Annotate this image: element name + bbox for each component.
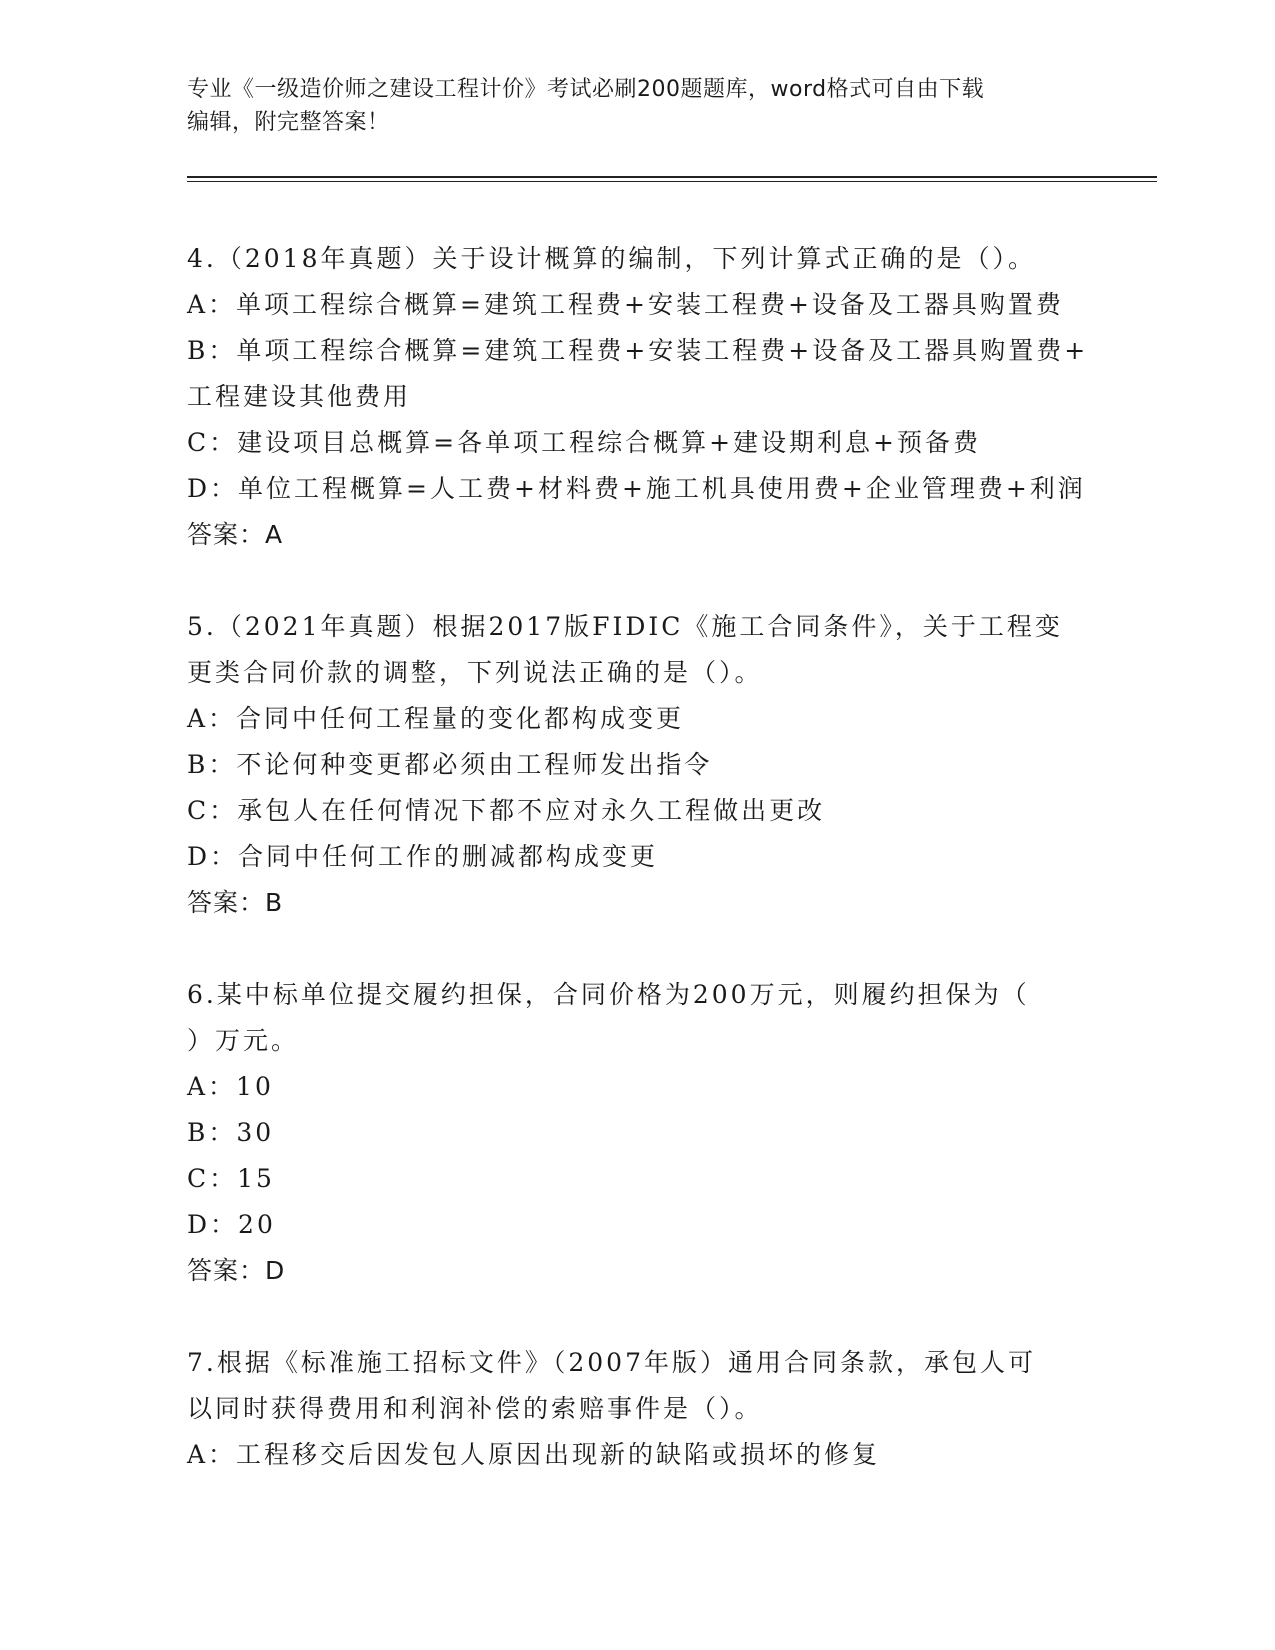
option-b-continued: 工程建设其他费用 xyxy=(187,382,412,411)
answer: 答案：B xyxy=(187,888,284,917)
question-stem: 4.（2018年真题）关于设计概算的编制，下列计算式正确的是（）。 xyxy=(187,244,1036,273)
answer: 答案：D xyxy=(187,1256,286,1285)
question-4 xyxy=(187,236,1087,558)
question-stem-continued: ）万元。 xyxy=(187,1026,300,1055)
answer: 答案：A xyxy=(187,520,284,549)
option-b: B：30 xyxy=(187,1118,275,1147)
question-list xyxy=(187,236,1087,1478)
header-line-1: 专业《一级造价师之建设工程计价》考试必刷200题题库，word格式可自由下载 xyxy=(187,77,985,102)
question-stem: 7.根据《标准施工招标文件》（2007年版）通用合同条款，承包人可 xyxy=(187,1348,1036,1377)
spacer xyxy=(187,1294,1087,1340)
option-b: B：单项工程综合概算=建筑工程费+安装工程费+设备及工器具购置费+ xyxy=(187,336,1089,365)
option-c: C：15 xyxy=(187,1164,275,1193)
question-5 xyxy=(187,604,1087,926)
option-a: A：10 xyxy=(187,1072,274,1101)
question-7 xyxy=(187,1340,1087,1478)
question-6 xyxy=(187,972,1087,1294)
option-a: A：工程移交后因发包人原因出现新的缺陷或损坏的修复 xyxy=(187,1440,881,1469)
header-rule-thick xyxy=(187,176,1157,178)
option-d: D：合同中任何工作的删减都构成变更 xyxy=(187,842,659,871)
option-d: D：单位工程概算=人工费+材料费+施工机具使用费+企业管理费+利润 xyxy=(187,474,1086,503)
option-b: B：不论何种变更都必须由工程师发出指令 xyxy=(187,750,713,779)
header-rule-thin xyxy=(187,181,1157,182)
question-stem: 5.（2021年真题）根据2017版FIDIC《施工合同条件》，关于工程变 xyxy=(187,612,1063,641)
question-stem-continued: 更类合同价款的调整，下列说法正确的是（）。 xyxy=(187,658,763,687)
question-stem-continued: 以同时获得费用和利润补偿的索赔事件是（）。 xyxy=(187,1394,763,1423)
option-c: C：承包人在任何情况下都不应对永久工程做出更改 xyxy=(187,796,826,825)
option-a: A：单项工程综合概算=建筑工程费+安装工程费+设备及工器具购置费 xyxy=(187,290,1064,319)
document-header xyxy=(187,73,1067,139)
question-stem: 6.某中标单位提交履约担保，合同价格为200万元，则履约担保为（ xyxy=(187,980,1030,1009)
spacer xyxy=(187,558,1087,604)
option-d: D：20 xyxy=(187,1210,276,1239)
option-c: C：建设项目总概算=各单项工程综合概算+建设期利息+预备费 xyxy=(187,428,981,457)
spacer xyxy=(187,926,1087,972)
option-a: A：合同中任何工程量的变化都构成变更 xyxy=(187,704,685,733)
header-line-2: 编辑，附完整答案！ xyxy=(187,110,390,135)
